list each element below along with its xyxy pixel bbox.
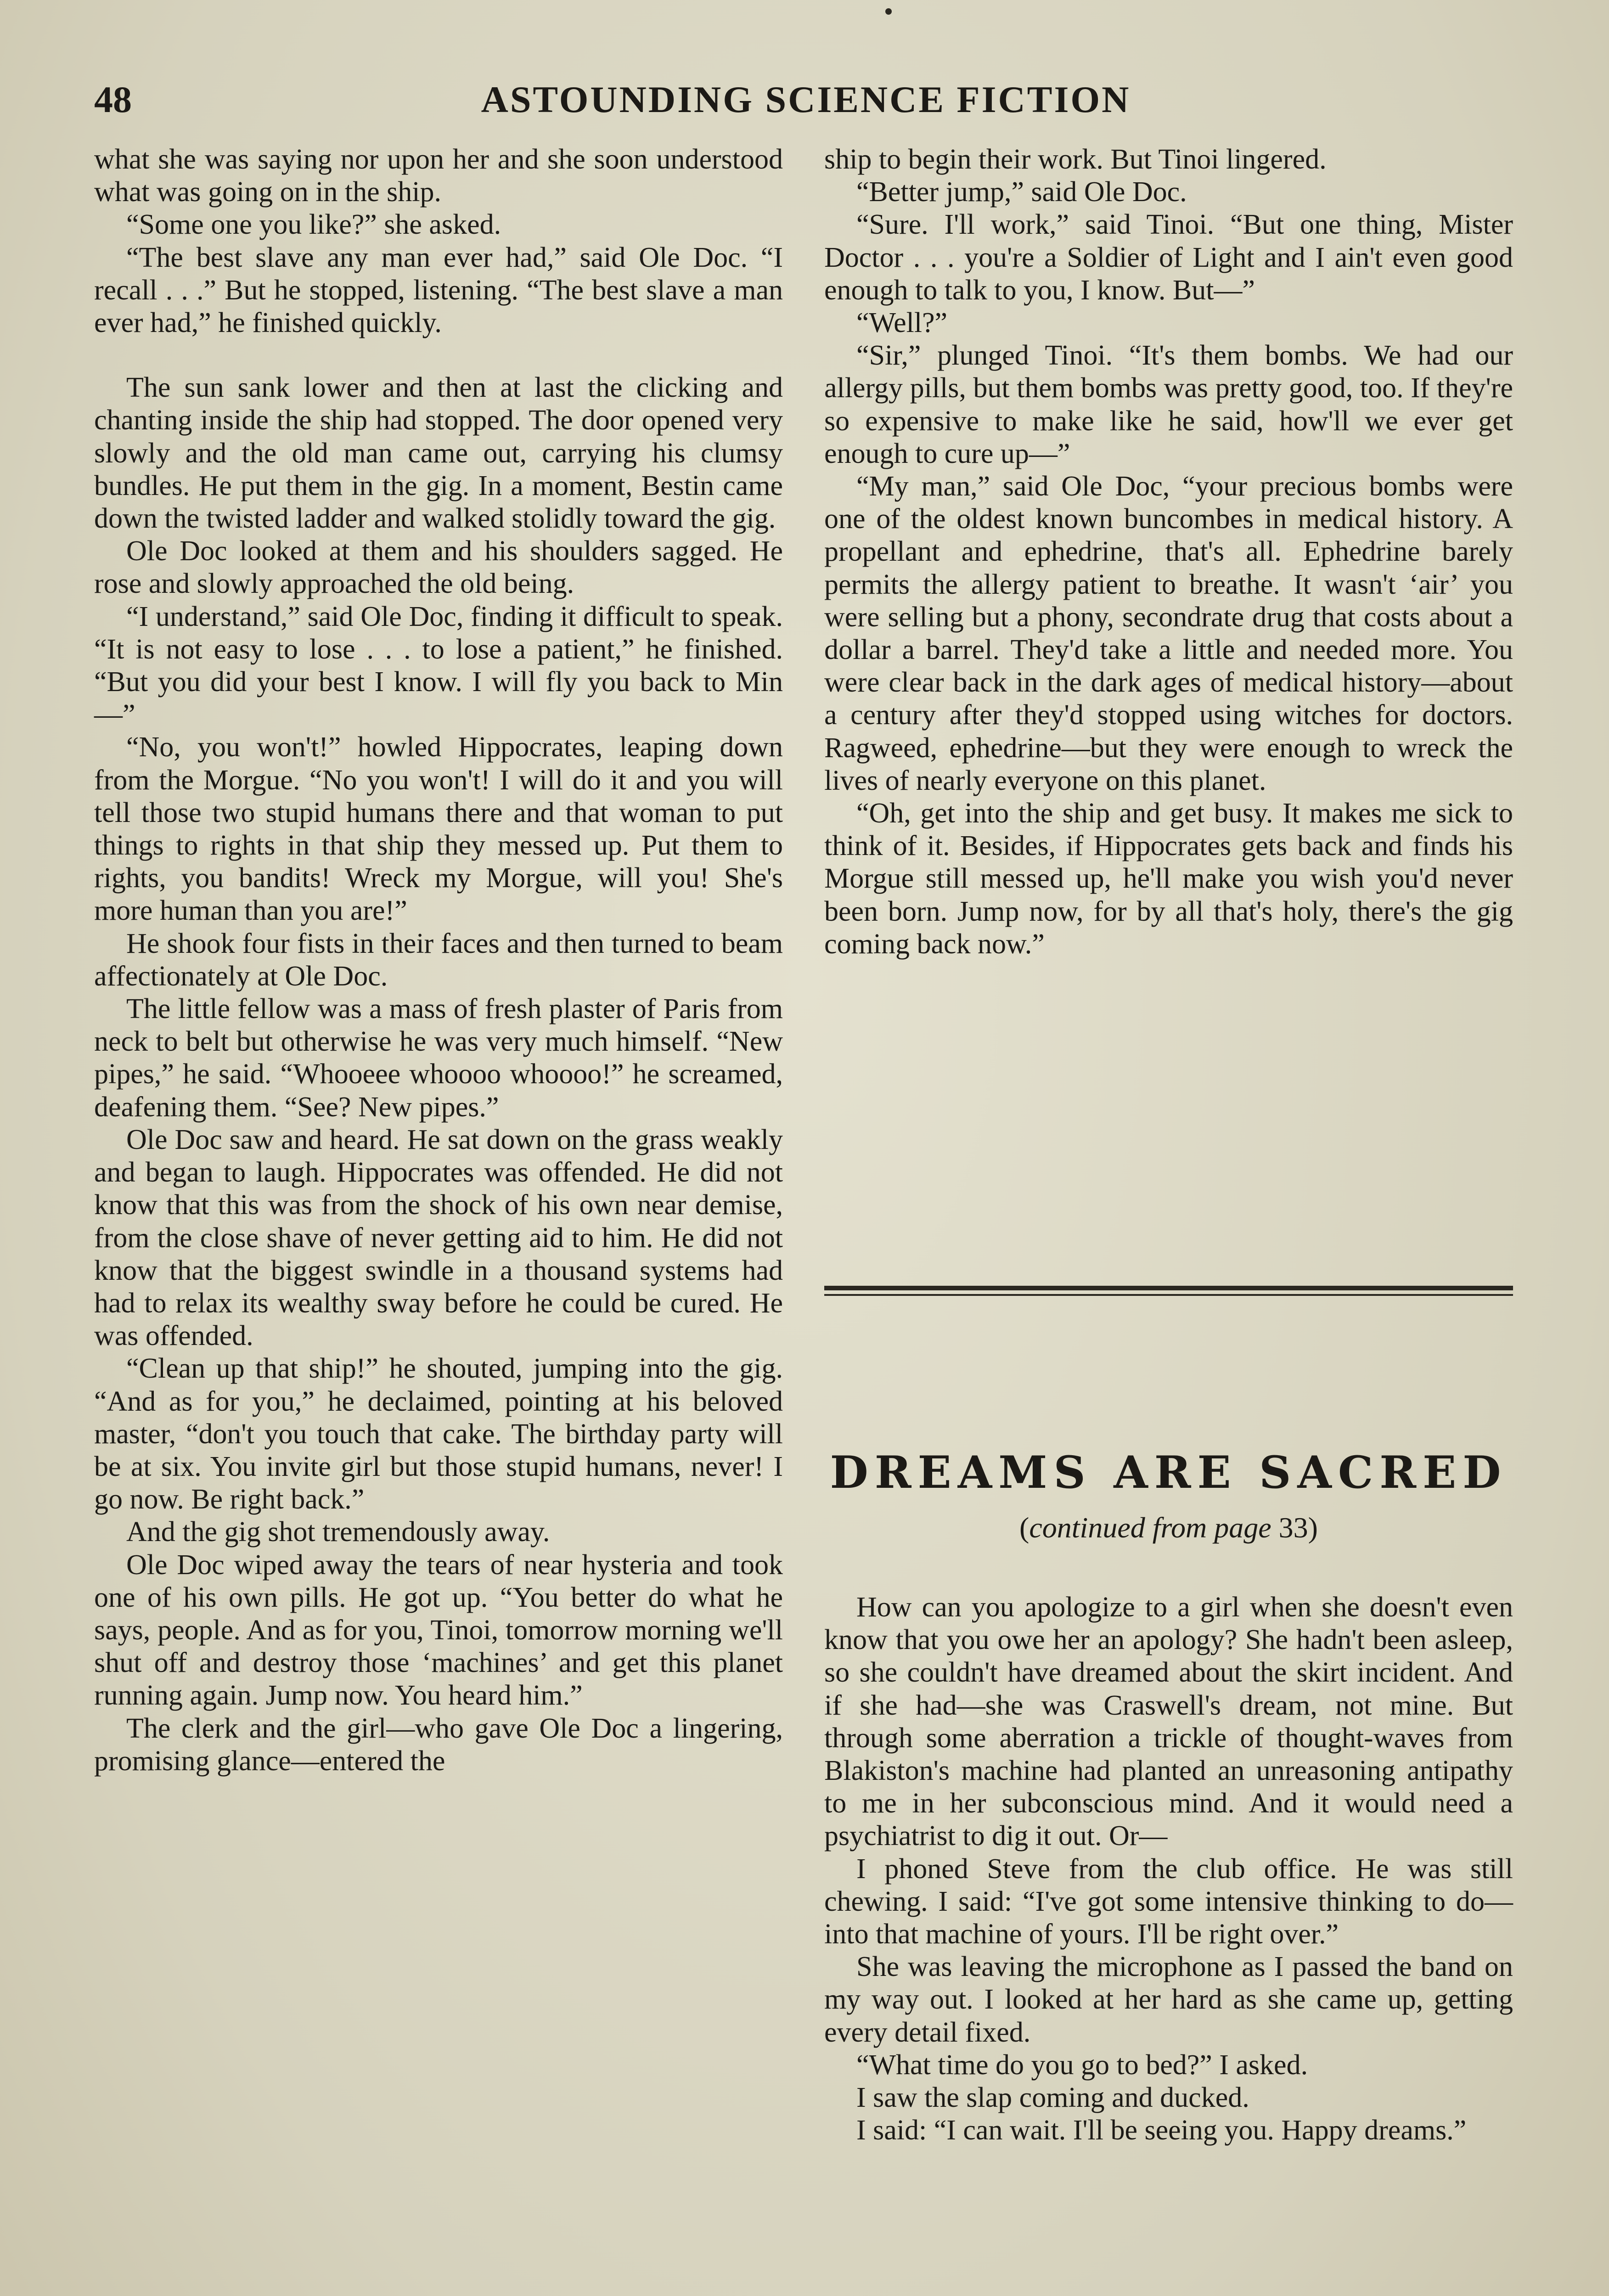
paragraph: Ole Doc wiped away the tears of near hysteria and took one of his own pills. He got up. “You better do what he says, people. And as for you, Tinoi, tomorrow morning we'll shut off and destroy those ‘machines’ and get this planet running again. Jump now. You heard him.” — [94, 1549, 783, 1711]
page-number: 48 — [94, 79, 132, 120]
paragraph: “What time do you go to bed?” I asked. — [856, 2049, 1308, 2081]
paragraph: Ole Doc saw and heard. He sat down on the grass weakly and began to laugh. Hippocrates was offended. He did not know that this was from the shock of his own near demise, from the close shave of never getting aid to him. He did not know that the biggest swindle in a thousand systems had had to relax its wealthy sway before he could be cured. He was offended. — [94, 1124, 783, 1352]
paragraph: “Sure. I'll work,” said Tinoi. “But one thing, Mister Doctor . . . you're a Soldier of Light and I ain't even good enough to talk to you, I know. But—” — [824, 209, 1513, 306]
paragraph: How can you apologize to a girl when she doesn't even know that you owe her an apology? She hadn't been asleep, so she couldn't have dreamed about the skirt incident. And if she had—she was Craswell's dream, not mine. But through some aberration a trickle of thought-waves from Blakiston's machine had planted an unreasoning antipathy to me in her subconscious mind. And it would need a psychiatrist to dig it out. Or— — [824, 1592, 1513, 1852]
paragraph: “The best slave any man ever had,” said Ole Doc. “I recall . . .” But he stopped, listening. “The best slave a man ever had,” he finished quickly. — [94, 242, 783, 339]
continued-label: continued from page — [1029, 1511, 1271, 1544]
section-divider — [824, 1286, 1513, 1296]
paragraph: “Better jump,” said Ole Doc. — [856, 176, 1187, 208]
page-header — [94, 78, 1518, 129]
paragraph: The little fellow was a mass of fresh plaster of Paris from neck to belt but otherwise he was very much himself. “New pipes,” he said. “Whooeee whoooo whoooo!” he screamed, deafening them. “See? New pipes.” — [94, 993, 783, 1123]
paragraph: I said: “I can wait. I'll be seeing you. Happy dreams.” — [856, 2115, 1467, 2146]
right-column-top — [824, 143, 1513, 961]
paragraph: The clerk and the girl—who gave Ole Doc a lingering, promising glance—entered the — [94, 1712, 783, 1777]
paragraph: “Well?” — [856, 307, 948, 339]
paragraph: The sun sank lower and then at last the clicking and chanting inside the ship had stopped. The door opened very slowly and the old man came out, carrying his clumsy bundles. He put them in the gig. In a moment, Bestin came down the twisted ladder and walked stolidly toward the gig. — [94, 372, 783, 535]
paragraph: “Clean up that ship!” he shouted, jumping into the gig. “And as for you,” he declaimed, pointing at his beloved master, “don't you touch that cake. The birthday party will be at six. You invite girl but those stupid humans, never! I go now. Be right back.” — [94, 1353, 783, 1515]
paragraph: I phoned Steve from the club office. He was still chewing. I said: “I've got some intensive thinking to do—into that machine of yours. I'll be right over.” — [824, 1853, 1513, 1950]
paragraph: “Some one you like?” she asked. — [126, 209, 501, 241]
ink-speck — [885, 8, 892, 15]
paragraph: “I understand,” said Ole Doc, finding it difficult to speak. “It is not easy to lose . . . to lose a patient,” he finished. “But you did your best I know. I will fly you back to Min—” — [94, 601, 783, 731]
paragraph: And the gig shot tremendously away. — [126, 1516, 550, 1548]
paragraph: I saw the slap coming and ducked. — [856, 2082, 1249, 2114]
right-column-bottom — [824, 1591, 1513, 2147]
paragraph: “Oh, get into the ship and get busy. It makes me sick to think of it. Besides, if Hippocrates gets back and finds his Morgue still messed up, he'll make you wish you'd never been born. Jump now, for by all that's holy, there's the gig coming back now.” — [824, 798, 1513, 960]
story-title: DREAMS ARE SACRED — [830, 1446, 1508, 1498]
paragraph: She was leaving the microphone as I passed the band on my way out. I looked at her hard as she came up, getting every detail fixed. — [824, 1951, 1513, 2048]
continued-note: (continued from page 33) — [1019, 1511, 1318, 1544]
paragraph: He shook four fists in their faces and then turned to beam affectionately at Ole Doc. — [94, 928, 783, 992]
left-column — [94, 143, 783, 2296]
paragraph: “Sir,” plunged Tinoi. “It's them bombs. We had our allergy pills, but them bombs was pretty good, too. If they're so expensive to make like he said, how'll we ever get enough to cure up—” — [824, 340, 1513, 469]
paragraph: Ole Doc looked at them and his shoulders sagged. He rose and slowly approached the old being. — [94, 535, 783, 600]
paragraph: “My man,” said Ole Doc, “your precious bombs were one of the oldest known buncombes in medical history. A propellant and ephedrine, that's all. Ephedrine barely permits the allergy patient to breathe. It wasn't ‘air’ you were selling but a phony, secondrate drug that costs about a dollar a barrel. They'd take a little and needed more. You were clear back in the dark ages of medical history—about a century after they'd stopped using witches for doctors. Ragweed, ephedrine—but they were enough to wreck the lives of nearly everyone on this planet. — [824, 471, 1513, 796]
running-head: ASTOUNDING SCIENCE FICTION — [481, 79, 1131, 120]
paragraph: what she was saying nor upon her and she soon understood what was going on in the ship. — [94, 144, 783, 208]
continued-page: 33 — [1278, 1511, 1308, 1544]
paragraph: “No, you won't!” howled Hippocrates, leaping down from the Morgue. “No you won't! I will do it and you will tell those two stupid humans there and that woman to put things to rights in that ship they messed up. Put them to rights, you bandits! Wreck my Morgue, will you! She's more human than you are!” — [94, 732, 783, 927]
paragraph: ship to begin their work. But Tinoi lingered. — [824, 144, 1327, 175]
